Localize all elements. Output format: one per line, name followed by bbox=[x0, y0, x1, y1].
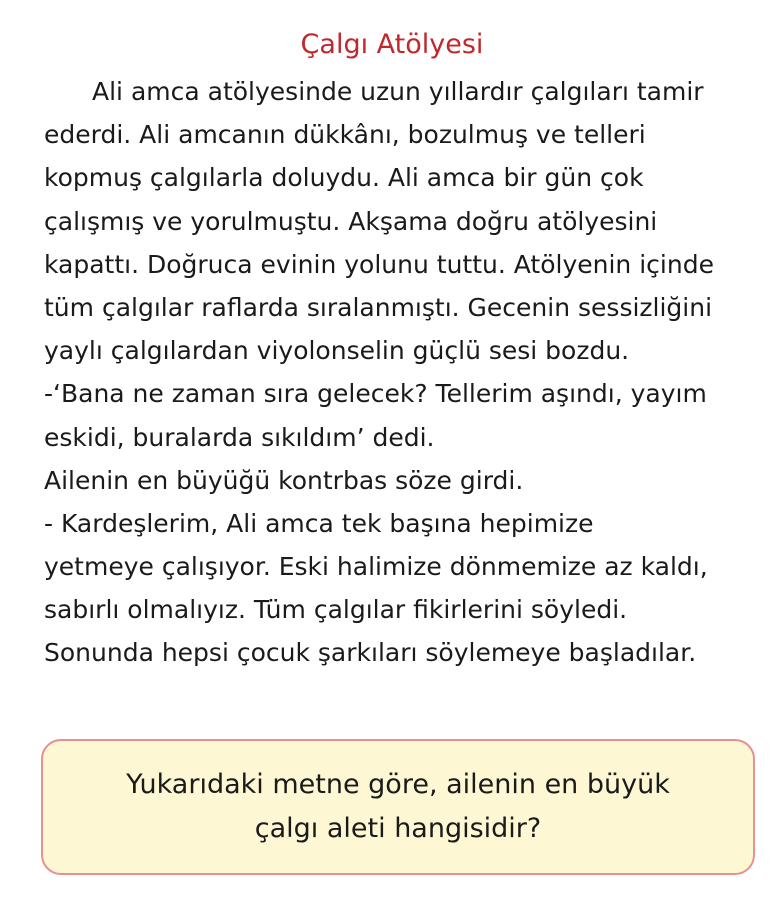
story-line: tüm çalgılar raflarda sıralanmıştı. Gecenin sessizliğini bbox=[44, 292, 713, 322]
story-title: Çalgı Atölyesi bbox=[300, 29, 484, 60]
question-line-2: çalgı aleti hangisidir? bbox=[254, 813, 542, 844]
question-box bbox=[41, 739, 755, 875]
story-line: Sonunda hepsi çocuk şarkıları söylemeye başladılar. bbox=[44, 638, 697, 668]
story-line: Ali amca atölyesinde uzun yıllardır çalgıları tamir bbox=[92, 77, 704, 106]
story-line: sabırlı olmalıyız. Tüm çalgılar fikirlerini söyledi. bbox=[44, 595, 628, 625]
story-line: ederdi. Ali amcanın dükkânı, bozulmuş ve telleri bbox=[44, 120, 646, 150]
story-line: kopmuş çalgılarla doluydu. Ali amca bir gün çok bbox=[44, 163, 644, 193]
story-line: - Kardeşlerim, Ali amca tek başına hepimize bbox=[44, 508, 594, 538]
story-line: yetmeye çalışıyor. Eski halimize dönmemize az kaldı, bbox=[44, 552, 708, 582]
story-line: -‘Bana ne zaman sıra gelecek? Tellerim aşındı, yayım bbox=[44, 379, 707, 409]
story-line: eskidi, buralarda sıkıldım’ dedi. bbox=[44, 422, 435, 452]
story-text bbox=[44, 70, 760, 675]
story-line: kapattı. Doğruca evinin yolunu tuttu. Atölyenin içinde bbox=[44, 249, 714, 279]
story-line: Ailenin en büyüğü kontrbas söze girdi. bbox=[44, 465, 524, 495]
question-line-1: Yukarıdaki metne göre, ailenin en büyük bbox=[126, 769, 670, 800]
story-line: yaylı çalgılardan viyolonselin güçlü sesi bozdu. bbox=[44, 336, 630, 366]
story-line: çalışmış ve yorulmuştu. Akşama doğru atölyesini bbox=[44, 206, 658, 236]
